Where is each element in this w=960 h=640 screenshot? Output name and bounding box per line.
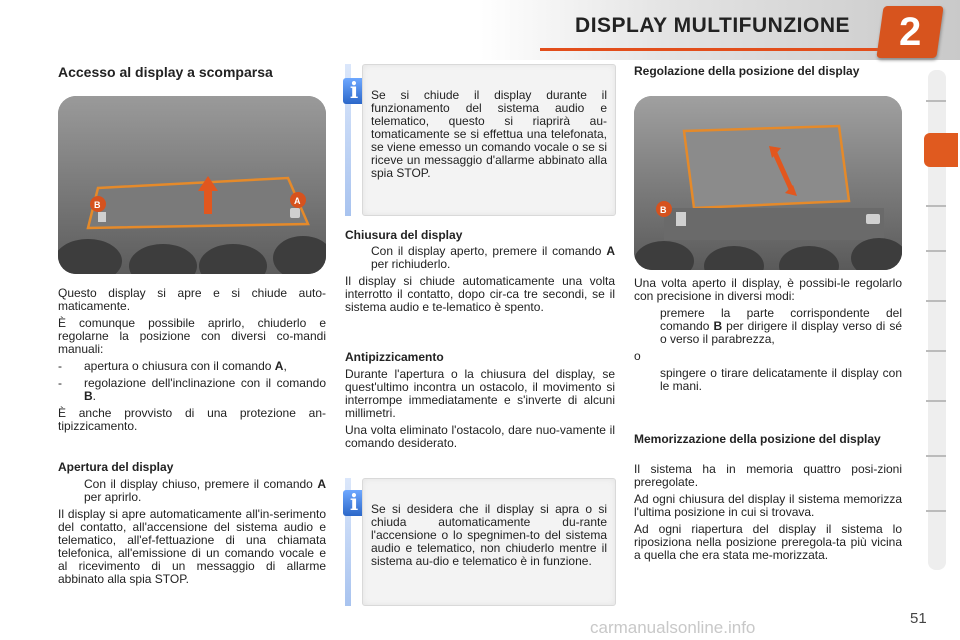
chapter-tab[interactable]	[926, 455, 946, 457]
col1-text: Questo display si apre e si chiude auto-maticamente. È comunque possibile aprirlo, chiuderlo e regolarne la posizione con diversi co-mandi manuali: - apertura o chiusura con il comando A, - regolazione dell'inclinazione con il comando B. È anche provvisto di una protezione an-tipizzicamento.	[58, 286, 326, 433]
page-title: DISPLAY MULTIFUNZIONE	[575, 14, 850, 37]
chapter-tab[interactable]	[926, 400, 946, 402]
info-icon: i	[343, 78, 365, 104]
info-icon: i	[343, 490, 365, 516]
info-box-1-text: Se si chiude il display durante il funzionamento del sistema audio e telematico, questo si riaprirà au-tomaticamente se si effettua una telefonata, se viene emesso un comando vocale o se si riceve un messaggio d'allarme abbinato alla spia STOP.	[371, 88, 607, 180]
list-item: Con il display aperto, premere il comando A per richiuderlo.	[371, 244, 615, 271]
display-open-illustration	[634, 96, 902, 270]
info-box-2	[362, 478, 616, 606]
page-header	[0, 0, 960, 60]
col3-text-adjust: Una volta aperto il display, è possibi-le regolarlo con precisione in diversi modi: premere la parte corrispondente del comando B per dirigere il display verso di sé o verso il parabrezza, o spingere o tirare delicatamente il display con le mani.	[634, 276, 902, 393]
dashboard-photo-open	[634, 96, 902, 270]
list-item: - regolazione dell'inclinazione con il comando B.	[58, 376, 326, 403]
subheading-apertura: Apertura del display	[58, 460, 174, 474]
list-item: - apertura o chiusura con il comando A,	[58, 359, 287, 373]
chapter-tab-active[interactable]	[924, 133, 958, 167]
header-accent-line	[540, 48, 880, 51]
dashboard-illustration	[58, 96, 326, 274]
svg-text:A: A	[294, 196, 301, 206]
subheading-regolazione: Regolazione della posizione del display	[634, 64, 860, 78]
page-number: 51	[910, 610, 927, 627]
section-heading: Accesso al display a scomparsa	[58, 64, 273, 80]
col3-text-mem: Il sistema ha in memoria quattro posi-zioni preregolate. Ad ogni chiusura del display il sistema memorizza l'ultima posizione in cui si trovava. Ad ogni riapertura del display il sistema lo riposiziona nella posizione preregola-ta più vicina a quella che era stata me-morizzata.	[634, 462, 902, 562]
subheading-chiusura: Chiusura del display	[345, 228, 463, 242]
chapter-tab[interactable]	[926, 350, 946, 352]
col2-text-anti: Durante l'apertura o la chiusura del display, se quest'ultimo incontra un ostacolo, il movimento si interrompe immediatamente e s'inverte di alcuni millimetri. Una volta eliminato l'ostacolo, dare nuo-vamente il comando desiderato.	[345, 367, 615, 450]
button-a	[866, 214, 880, 224]
col1-text-open: Con il display chiuso, premere il comando A per aprirlo. Il display si apre automaticamente all'in-serimento del contatto, all'accensione del sistema audio e telematico, all'ef-fettuazione di una chiamata telefonica, all'emissione di un comando vocale e al ricevimento di un messaggio di allarme abbinato alla spia STOP.	[58, 477, 326, 586]
subheading-antipizzicamento: Antipizzicamento	[345, 350, 444, 364]
button-a	[290, 208, 300, 218]
switch-b	[98, 212, 106, 222]
chapter-tab[interactable]	[926, 205, 946, 207]
chapter-badge: 2	[876, 6, 943, 58]
col2-text-close: Con il display aperto, premere il comando A per richiuderlo. Il display si chiude automaticamente una volta interrotto il contatto, dopo cir-ca tre secondi, se il sistema audio e te-lematico è spento.	[345, 244, 615, 314]
dashboard-photo-closed	[58, 96, 326, 274]
info-box-2-text: Se si desidera che il display si apra o si chiuda automaticamente du-rante l'accensione o lo spegnimen-to del sistema audio e telematico, non chiuderlo mentre il sistema au-dio e telematico è in funzione.	[371, 502, 607, 568]
subheading-memorizzazione: Memorizzazione della posizione del display	[634, 432, 881, 446]
svg-text:B: B	[660, 205, 667, 215]
list-item: Con il display chiuso, premere il comando A per aprirlo.	[84, 477, 326, 504]
chapter-tab[interactable]	[926, 100, 946, 102]
info-box-1	[362, 64, 616, 216]
list-item: spingere o tirare delicatamente il display con le mani.	[660, 366, 902, 393]
chapter-tab[interactable]	[926, 250, 946, 252]
switch-b	[676, 212, 686, 226]
chapter-tab[interactable]	[926, 510, 946, 512]
svg-text:B: B	[94, 200, 101, 210]
watermark: carmanualsonline.info	[590, 618, 756, 637]
list-item: premere la parte corrispondente del comando B per dirigere il display verso di sé o verso il parabrezza,	[660, 306, 902, 346]
chapter-tab[interactable]	[926, 300, 946, 302]
